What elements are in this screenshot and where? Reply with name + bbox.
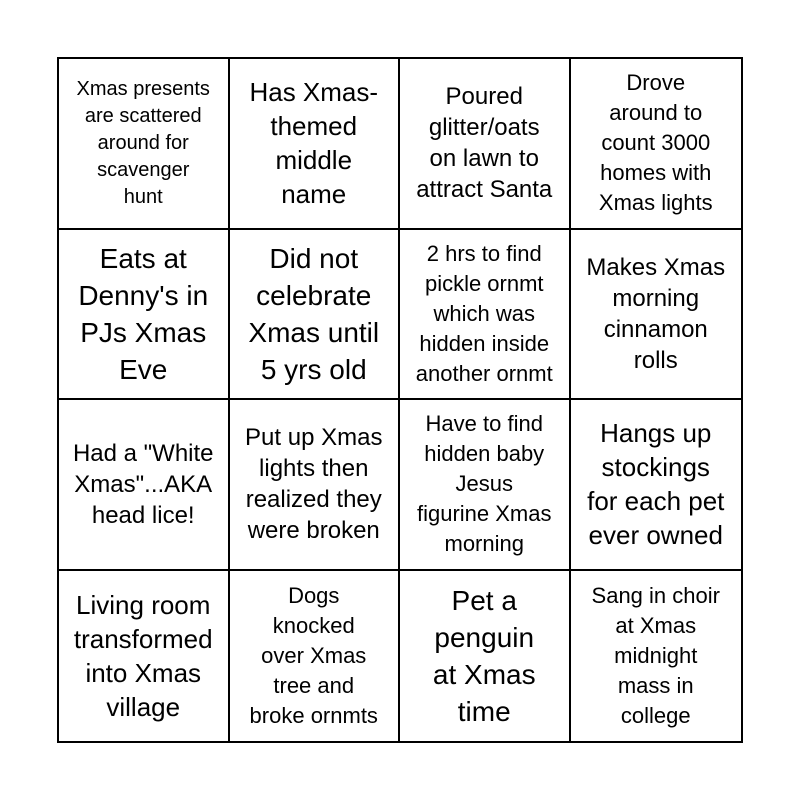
bingo-cell-r1-c4[interactable] <box>571 59 742 230</box>
bingo-card <box>57 57 743 743</box>
bingo-cell-text: Poured glitter/oats on lawn to attract Santa <box>416 83 553 204</box>
bingo-cell-text: Has Xmas- themed middle name <box>249 77 379 210</box>
bingo-cell-r2-c1[interactable] <box>59 230 230 401</box>
bingo-cell-r2-c2[interactable] <box>230 230 401 401</box>
bingo-cell-text: Pet a penguin at Xmas time <box>432 584 536 727</box>
bingo-cell-text: Have to find hidden baby Jesus figurine Xmas morning <box>416 411 552 557</box>
bingo-cell-r2-c3[interactable] <box>400 230 571 401</box>
bingo-cell-text: Eats at Denny's in PJs Xmas Eve <box>78 242 209 385</box>
bingo-cell-r4-c1[interactable] <box>59 571 230 742</box>
bingo-cell-r1-c1[interactable] <box>59 59 230 230</box>
bingo-cell-r4-c4[interactable] <box>571 571 742 742</box>
bingo-cell-text: Put up Xmas lights then realized they were broken <box>245 424 383 545</box>
bingo-cell-text: Makes Xmas morning cinnamon rolls <box>586 253 726 374</box>
bingo-cell-text: Had a "White Xmas"...AKA head lice! <box>72 439 214 529</box>
bingo-cell-text: Living room transformed into Xmas village <box>73 589 213 722</box>
bingo-cell-r1-c2[interactable] <box>230 59 401 230</box>
bingo-cell-r3-c1[interactable] <box>59 400 230 571</box>
bingo-cell-r4-c2[interactable] <box>230 571 401 742</box>
bingo-cell-r3-c2[interactable] <box>230 400 401 571</box>
bingo-cell-text: Drove around to count 3000 homes with Xmas lights <box>598 70 713 216</box>
bingo-cell-r3-c4[interactable] <box>571 400 742 571</box>
bingo-cell-text: Hangs up stockings for each pet ever owned <box>587 418 725 551</box>
bingo-cell-text: Dogs knocked over Xmas tree and broke ornmts <box>249 582 378 728</box>
bingo-cell-text: Sang in choir at Xmas midnight mass in college <box>591 582 720 728</box>
bingo-cell-text: Xmas presents are scattered around for scavenger hunt <box>76 77 210 208</box>
bingo-cell-text: Did not celebrate Xmas until 5 yrs old <box>248 242 380 385</box>
bingo-cell-text: 2 hrs to find pickle ornmt which was hidden inside another ornmt <box>415 240 553 386</box>
bingo-cell-r4-c3[interactable] <box>400 571 571 742</box>
bingo-cell-r3-c3[interactable] <box>400 400 571 571</box>
bingo-cell-r2-c4[interactable] <box>571 230 742 401</box>
bingo-cell-r1-c3[interactable] <box>400 59 571 230</box>
